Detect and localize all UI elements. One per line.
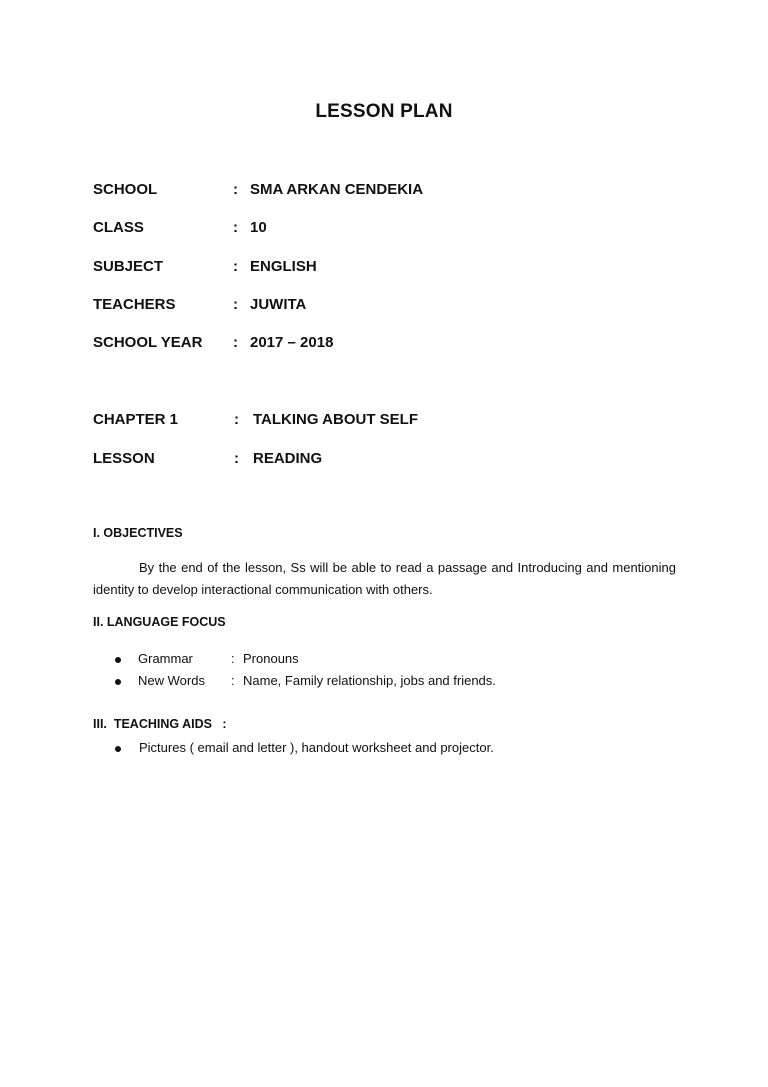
info-label: SCHOOL: [93, 181, 158, 198]
info-colon: :: [233, 181, 238, 198]
info-colon: :: [234, 450, 239, 467]
info-label: SCHOOL YEAR: [93, 334, 203, 351]
info-label: SUBJECT: [93, 258, 164, 275]
bullet-icon: [115, 657, 121, 663]
objectives-heading: I. OBJECTIVES: [93, 526, 183, 540]
language-focus-value: Pronouns: [243, 651, 299, 666]
info-value: 10: [250, 219, 267, 236]
objectives-text: By the end of the lesson, Ss will be able to read a passage and Introducing and mentioning identity to develop interactional communication with others.: [93, 560, 676, 597]
language-focus-label: New Words: [138, 673, 205, 688]
info-value: ENGLISH: [250, 258, 317, 275]
language-focus-colon: :: [231, 673, 235, 688]
info-colon: :: [233, 258, 238, 275]
info-colon: :: [233, 334, 238, 351]
info-label: LESSON: [93, 450, 155, 467]
info-value: TALKING ABOUT SELF: [253, 411, 418, 428]
bullet-icon: [115, 679, 121, 685]
page-title: LESSON PLAN: [315, 101, 453, 122]
info-colon: :: [234, 411, 239, 428]
info-colon: :: [233, 296, 238, 313]
language-focus-heading: II. LANGUAGE FOCUS: [93, 615, 226, 629]
teaching-aids-text: Pictures ( email and letter ), handout worksheet and projector.: [139, 740, 494, 755]
info-value: 2017 – 2018: [250, 334, 334, 351]
bullet-icon: [115, 746, 121, 752]
language-focus-colon: :: [231, 651, 235, 666]
info-label: TEACHERS: [93, 296, 176, 313]
info-value: JUWITA: [250, 296, 307, 313]
info-value: SMA ARKAN CENDEKIA: [250, 181, 424, 198]
objectives-paragraph: [93, 557, 676, 601]
teaching-aids-heading: III. TEACHING AIDS :: [93, 717, 227, 731]
info-value: READING: [253, 450, 323, 467]
info-label: CHAPTER 1: [93, 411, 179, 428]
language-focus-label: Grammar: [138, 651, 193, 666]
language-focus-value: Name, Family relationship, jobs and friends.: [243, 673, 496, 688]
info-label: CLASS: [93, 219, 144, 236]
info-colon: :: [233, 219, 238, 236]
